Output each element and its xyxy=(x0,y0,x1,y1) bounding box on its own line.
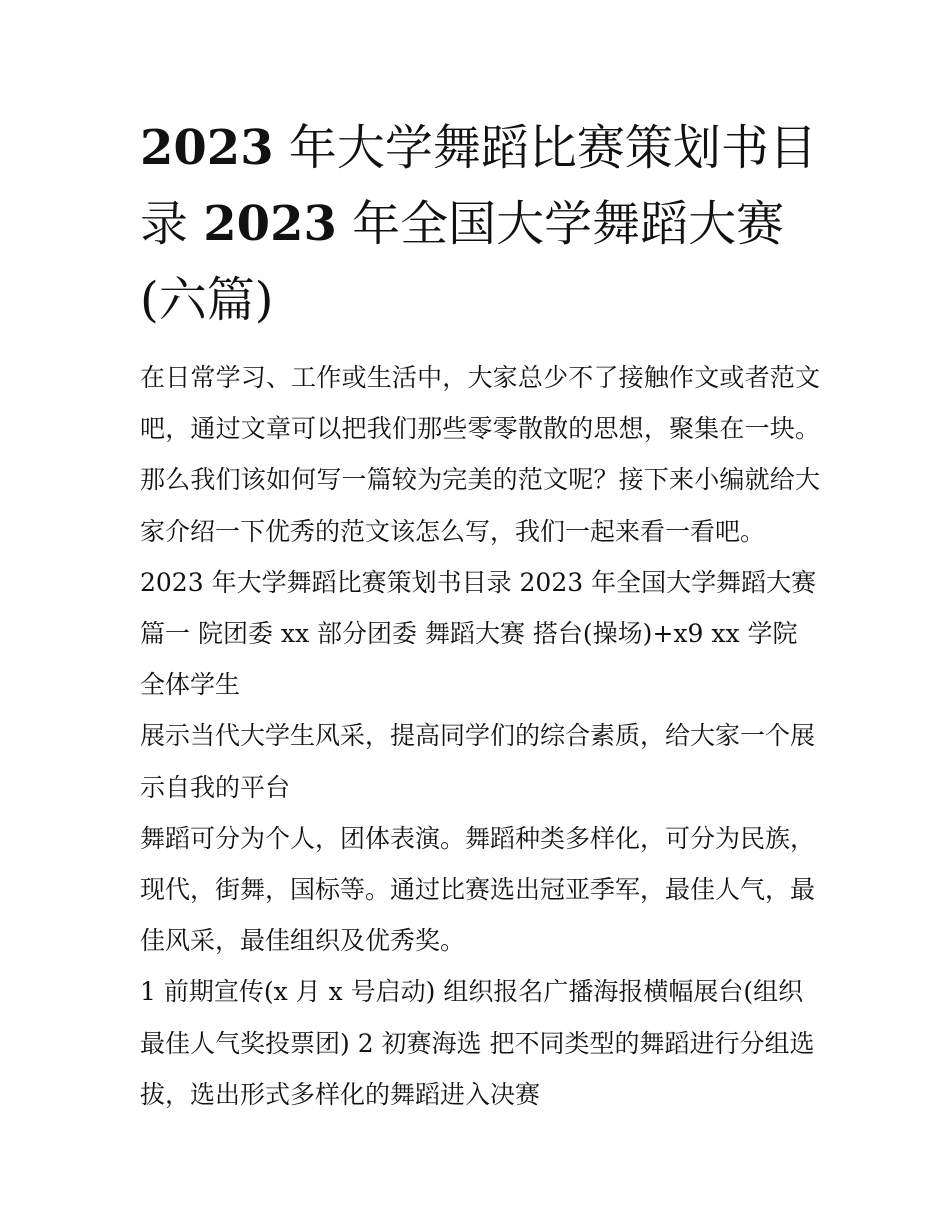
title-line-2: 录 2023 年全国大学舞蹈大赛 xyxy=(140,196,785,252)
document-body xyxy=(140,352,820,1120)
title-line-1: 2023 年大学舞蹈比赛策划书目 xyxy=(140,120,817,176)
section-heading-paragraph: 2023 年大学舞蹈比赛策划书目录 2023 年全国大学舞蹈大赛篇一 院团委 xx 部分团委 舞蹈大赛 搭台(操场)+x9 xx 学院全体学生 xyxy=(140,567,817,700)
intro-paragraph: 在日常学习、工作或生活中，大家总少不了接触作文或者范文吧，通过文章可以把我们那些零零散散的思想，聚集在一块。那么我们该如何写一篇较为完美的范文呢？接下来小编就给大家介绍一下优秀的范文该怎么写，我们一起来看一看吧。 xyxy=(140,363,820,546)
purpose-paragraph: 展示当代大学生风采，提高同学们的综合素质，给大家一个展示自我的平台 xyxy=(140,721,816,802)
document-title xyxy=(140,110,820,338)
title-line-3: (六篇) xyxy=(140,272,274,328)
schedule-paragraph: 1 前期宣传(x 月 x 号启动) 组织报名广播海报横幅展台(组织最佳人气奖投票团) 2 初赛海选 把不同类型的舞蹈进行分组选拔，选出形式多样化的舞蹈进入决赛 xyxy=(140,977,815,1109)
content-paragraph: 舞蹈可分为个人，团体表演。舞蹈种类多样化，可分为民族，现代，街舞，国标等。通过比赛选出冠亚季军，最佳人气，最佳风采，最佳组织及优秀奖。 xyxy=(140,823,816,956)
